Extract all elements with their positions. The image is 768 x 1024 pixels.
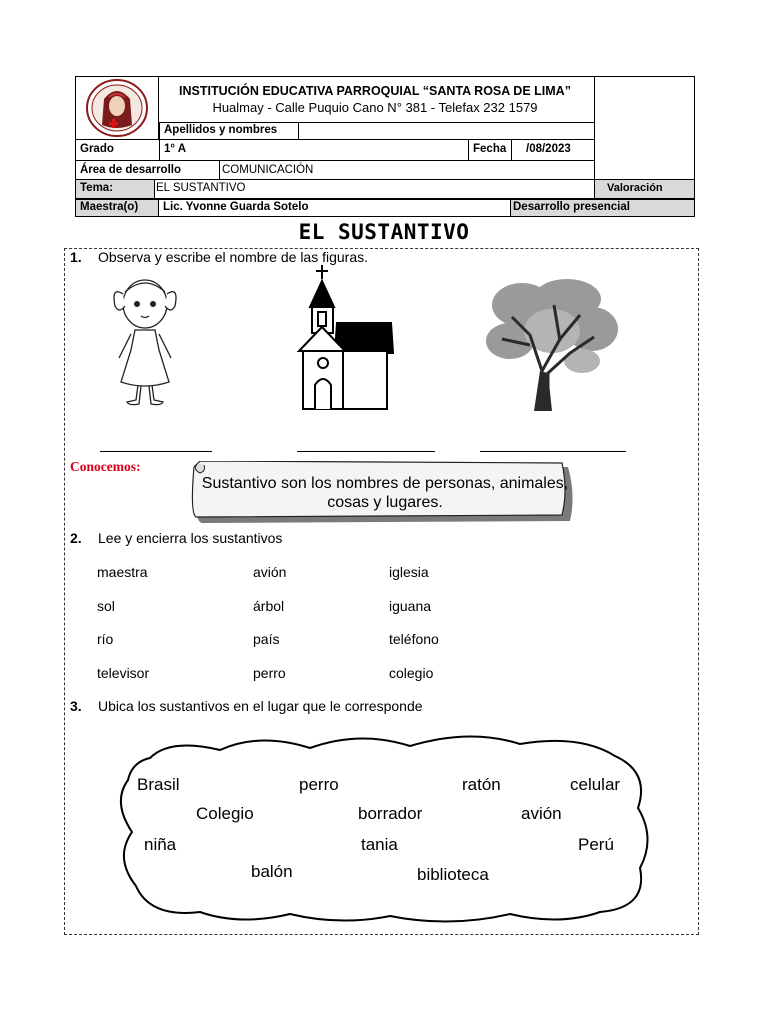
cloud-word[interactable]: niña (144, 835, 177, 854)
grading-label: Valoración (594, 179, 695, 199)
cloud-word[interactable]: perro (299, 775, 339, 794)
word-item[interactable]: avión (253, 564, 287, 580)
girl-drawing (105, 272, 185, 412)
name-field[interactable] (298, 122, 595, 140)
word-item[interactable]: perro (253, 665, 286, 681)
question-3-text: Ubica los sustantivos en el lugar que le corresponde (98, 698, 423, 714)
school-seal-logo (76, 77, 158, 139)
answer-blank-2[interactable] (297, 451, 435, 452)
answer-blank-3[interactable] (480, 451, 626, 452)
grade-value: 1° A (159, 139, 469, 161)
word-item[interactable]: árbol (253, 598, 285, 614)
question-2-text: Lee y encierra los sustantivos (98, 530, 283, 546)
cloud-word[interactable]: biblioteca (417, 865, 489, 884)
institution-name: INSTITUCIÓN EDUCATIVA PARROQUIAL “SANTA ROSA DE LIMA” (179, 84, 571, 98)
question-3 (70, 698, 423, 714)
question-1 (70, 249, 368, 265)
question-2-number: 2. (70, 530, 82, 546)
name-label: Apellidos y nombres (159, 122, 299, 140)
word-item[interactable]: país (253, 631, 280, 647)
word-item[interactable]: televisor (97, 665, 150, 681)
topic-label: Tema: (75, 179, 155, 199)
cloud-word[interactable]: Colegio (196, 804, 254, 823)
word-item[interactable]: teléfono (389, 631, 439, 647)
word-item[interactable]: colegio (389, 665, 434, 681)
answer-blank-1[interactable] (100, 451, 212, 452)
grade-label: Grado (75, 139, 160, 161)
word-cloud (110, 728, 660, 928)
cloud-word[interactable]: tania (361, 835, 398, 854)
cloud-word[interactable]: celular (570, 775, 621, 794)
question-3-number: 3. (70, 698, 82, 714)
area-value: COMUNICACIÓN (219, 160, 595, 180)
word-item[interactable]: sol (97, 598, 115, 614)
conocemos-label: Conocemos: (70, 459, 141, 474)
modality: Desarrollo presencial (510, 199, 695, 217)
church-drawing (295, 265, 395, 413)
question-2 (70, 530, 282, 546)
date-label: Fecha (468, 139, 512, 161)
date-value[interactable]: /08/2023 (511, 139, 595, 161)
cloud-word[interactable]: borrador (358, 804, 423, 823)
institution-address: Hualmay - Calle Puquio Cano N° 381 - Telefax 232 1579 (212, 100, 538, 115)
topic-value: EL SUSTANTIVO (154, 179, 595, 199)
page-title: EL SUSTANTIVO (298, 220, 470, 244)
cloud-word[interactable]: Perú (578, 835, 614, 854)
cloud-word[interactable]: ratón (462, 775, 501, 794)
tree-drawing (482, 275, 622, 413)
question-1-text: Observa y escribe el nombre de las figuras. (98, 249, 369, 265)
teacher-label: Maestra(o) (75, 199, 159, 217)
grade-space (594, 76, 695, 180)
definition-text: Sustantivo son los nombres de personas, animales, cosas y lugares. (201, 475, 569, 511)
word-item[interactable]: iglesia (389, 564, 429, 580)
cloud-word[interactable]: balón (251, 862, 293, 881)
area-label: Área de desarrollo (75, 160, 220, 180)
cloud-word[interactable]: avión (521, 804, 562, 823)
word-item[interactable]: iguana (389, 598, 432, 614)
question-1-number: 1. (70, 249, 82, 265)
word-item[interactable]: maestra (97, 564, 148, 580)
word-item[interactable]: río (97, 631, 114, 647)
teacher-name: Lic. Yvonne Guarda Sotelo (158, 199, 511, 217)
cloud-word[interactable]: Brasil (137, 775, 180, 794)
logo-cell (75, 76, 159, 140)
